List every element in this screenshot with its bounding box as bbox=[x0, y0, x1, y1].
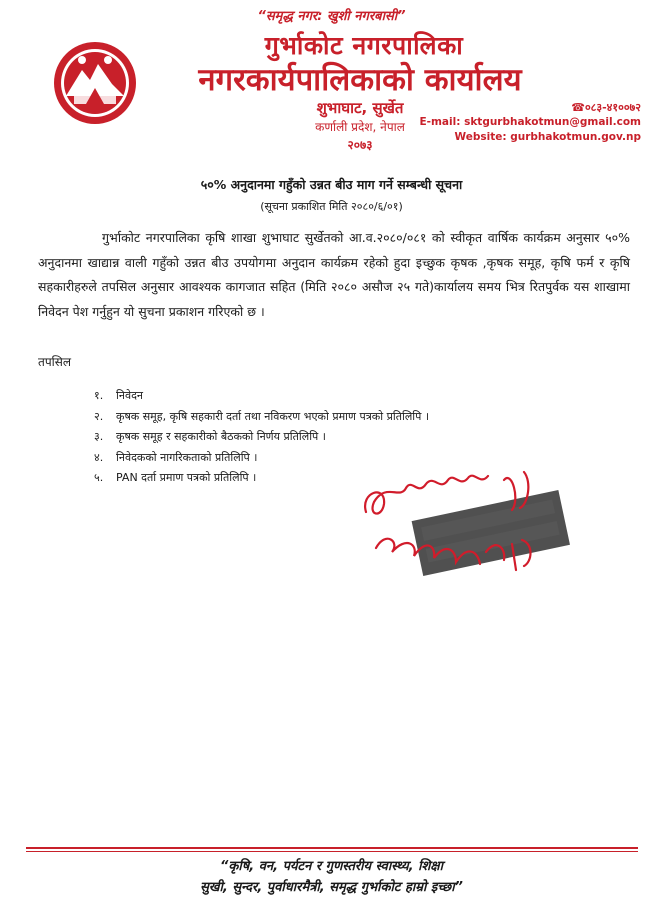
address-line-2: कर्णाली प्रदेश, नेपाल bbox=[315, 120, 405, 134]
list-item-text: निवेदन bbox=[116, 389, 144, 402]
notice-body bbox=[38, 226, 630, 324]
list-item-text: कृषक समूह र सहकारीको बैठकको निर्णय प्रतिलिपि । bbox=[116, 430, 326, 443]
letterhead-slogan: “समृद्ध नगर: खुशी नगरबासी” bbox=[257, 9, 406, 24]
list-item-number: ४. bbox=[94, 450, 104, 464]
list-item-number: ५. bbox=[94, 471, 104, 484]
phone-number: ☎०८३-४१००७२ bbox=[571, 101, 641, 114]
address-line-3: २०७३ bbox=[347, 138, 373, 152]
email-address: E-mail: sktgurbhakotmun@gmail.com bbox=[419, 116, 641, 128]
list-item bbox=[94, 407, 429, 428]
website-address: Website: gurbhakotmun.gov.np bbox=[454, 131, 641, 143]
notice-body-paragraph: गुर्भाकोट नगरपालिका कृषि शाखा शुभाघाट सुर्खेतको आ.व.२०८०/०८१ को स्वीकृत वार्षिक कार्यक्रम अनुसार ५०% अनुदानमा खाद्यान्न वाली गहुँको उन्नत बीउ उपयोगमा अनुदान कार्यक्रम रहेको हुदा इच्छुक कृषक ,कृषक समूह, कृषि फर्म र कृषि सहकारीहरुले तपसिल अनुसार आवश्यक कागजात सहित (मिति २०८० असौज २५ गते)कार्यालय समय भित्र रितपुर्वक यस शाखामा निवेदन पेश गर्नुहुन यो सुचना प्रकाशन गरिएको छ । bbox=[38, 230, 630, 319]
signature-stamp-icon bbox=[356, 452, 596, 602]
office-name: नगरकार्यपालिकाको कार्यालय bbox=[198, 62, 522, 98]
footer-motto-line-1: “कृषि, वन, पर्यटन र गुणस्तरीय स्वास्थ्य, शिक्षा bbox=[220, 859, 443, 874]
list-item-text: PAN दर्ता प्रमाण पत्रको प्रतिलिपि । bbox=[116, 471, 257, 484]
notice-published-date: (सूचना प्रकाशित मिति २०८०/६/०१) bbox=[260, 200, 403, 213]
list-item bbox=[94, 427, 429, 448]
notice-title: ५०% अनुदानमा गहुँको उन्नत बीउ माग गर्ने सम्बन्धी सूचना bbox=[200, 177, 463, 192]
list-item-number: ३. bbox=[94, 430, 104, 443]
list-item-text: निवेदकको नागरिकताको प्रतिलिपि । bbox=[116, 450, 258, 464]
list-item-number: १. bbox=[94, 389, 104, 402]
nepal-emblem-icon bbox=[52, 40, 138, 126]
footer-motto-line-2: सुखी, सुन्दर, पुर्वाधारमैत्री, समृद्ध गुर्भाकोट हाम्रो इच्छा” bbox=[200, 880, 463, 895]
footer-divider bbox=[26, 847, 638, 849]
municipality-name: गुर्भाकोट नगरपालिका bbox=[264, 31, 464, 60]
footer-divider-thin bbox=[26, 851, 638, 852]
list-item bbox=[94, 386, 429, 407]
list-item-text: कृषक समूह, कृषि सहकारी दर्ता तथा नविकरण भएको प्रमाण पत्रको प्रतिलिपि । bbox=[116, 409, 430, 423]
list-item-number: २. bbox=[94, 409, 104, 423]
address-line-1: शुभाघाट, सुर्खेत bbox=[316, 99, 404, 117]
details-heading: तपसिल bbox=[38, 355, 72, 369]
